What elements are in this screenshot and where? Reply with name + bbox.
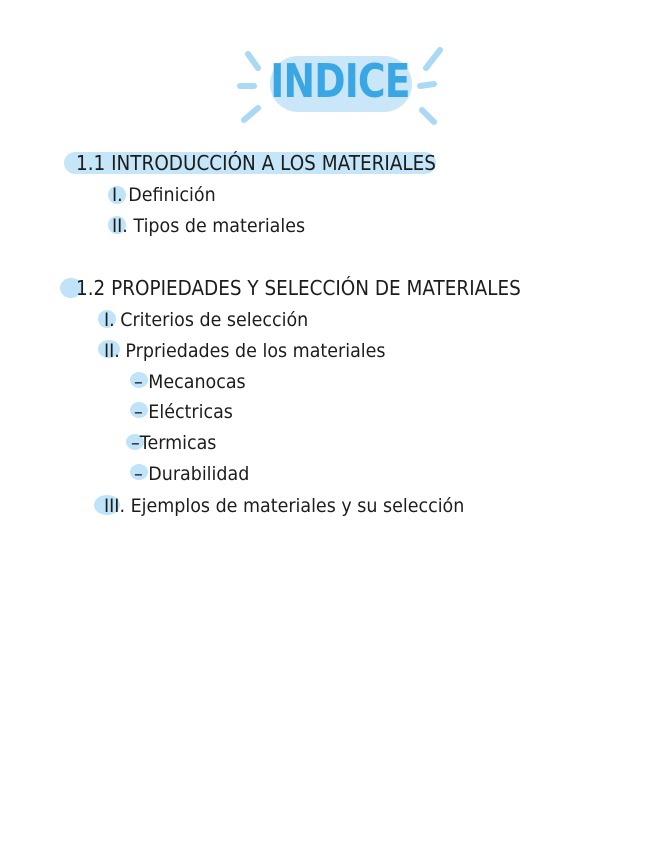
list-item-ejemplos: III. Ejemplos de materiales y su selección [104,495,465,517]
section-heading-1-2: 1.2 PROPIEDADES Y SELECCIÓN DE MATERIALES [76,276,521,300]
list-item-criterios: I. Criterios de selección [104,309,309,331]
sub-item-durabilidad: – Durabilidad [134,463,250,485]
page-title: INDICE [270,54,410,108]
list-item-tipos: II. Tipos de materiales [112,215,306,237]
sub-item-termicas: –Termicas [131,432,217,454]
list-item-propiedades: II. Prpriedades de los materiales [104,340,386,362]
sub-item-mecanicas: – Mecanocas [134,371,246,393]
index-title-block [228,40,452,132]
sub-item-electricas: – Eléctricas [134,401,233,423]
section-heading-1-1: 1.1 INTRODUCCIÓN A LOS MATERIALES [76,151,436,175]
list-item-definicion: I. Definición [112,184,216,206]
